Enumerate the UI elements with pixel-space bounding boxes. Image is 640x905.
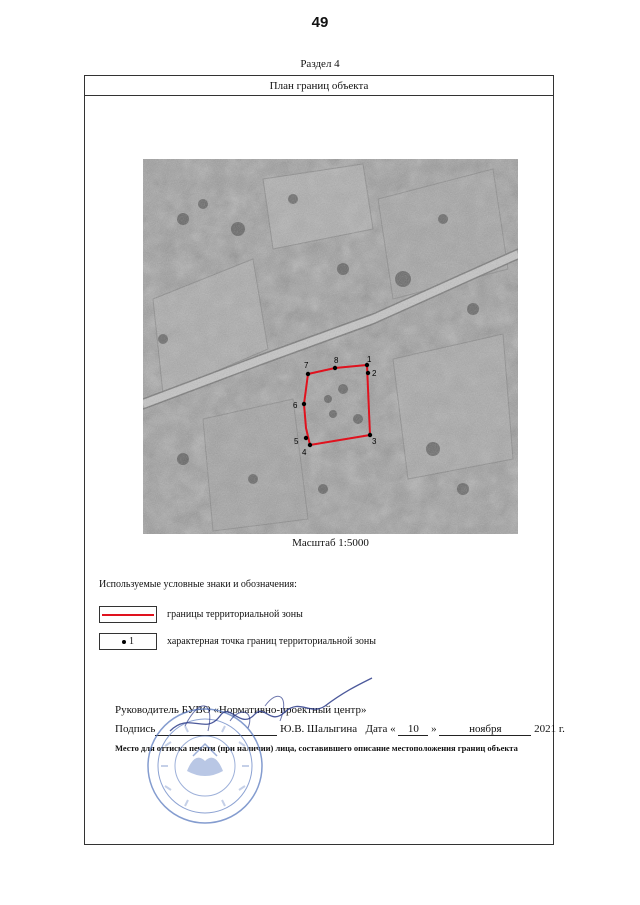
point-label-4: 4 [302,448,307,457]
date-close: » [431,723,437,735]
legend-title: Используемые условные знаки и обозначения: [99,579,297,590]
point-label-7: 7 [304,361,309,370]
point-label-5: 5 [294,437,299,446]
legend-label-point: характерная точка границ территориальной зоны [167,636,376,647]
frame-header: План границ объекта [85,76,553,96]
legend-point-symbol [99,633,157,650]
point-2-marker [366,371,370,375]
legend-line-symbol [99,606,157,623]
point-label-2: 2 [372,369,377,378]
role-line: Руководитель БУВО «Нормативно-проектный центр» [115,704,367,716]
point-4-marker [308,443,312,447]
red-boundary-line-icon [102,614,154,616]
section-title: Раздел 4 [300,58,340,70]
point-7-marker [306,372,310,376]
point-label-6: 6 [293,401,298,410]
stamp-note: Место для оттиска печати (при наличии) лица, составившего описание местоположения границ объекта [115,743,518,753]
date-label: Дата « [365,723,396,735]
page-number: 49 [311,14,329,31]
date-day: 10 [398,723,428,736]
point-8-marker [333,366,337,370]
point-label-8: 8 [334,356,339,365]
point-label-3: 3 [372,437,377,446]
date-year: 2021 г. [534,723,565,735]
signer-name: Ю.В. Шалыгина [280,723,358,735]
point-dot-icon [122,640,126,644]
handwritten-signature [160,676,375,746]
point-5-marker [304,436,308,440]
date-month: ноября [439,723,531,736]
aerial-map [143,159,518,534]
legend-label-boundary: границы территориальной зоны [167,609,303,620]
legend-point-number: 1 [129,636,134,647]
document-frame [84,75,565,845]
scale-label: Масштаб 1:5000 [292,537,369,549]
point-label-1: 1 [367,355,372,364]
point-6-marker [302,402,306,406]
sign-label: Подпись [115,723,156,735]
